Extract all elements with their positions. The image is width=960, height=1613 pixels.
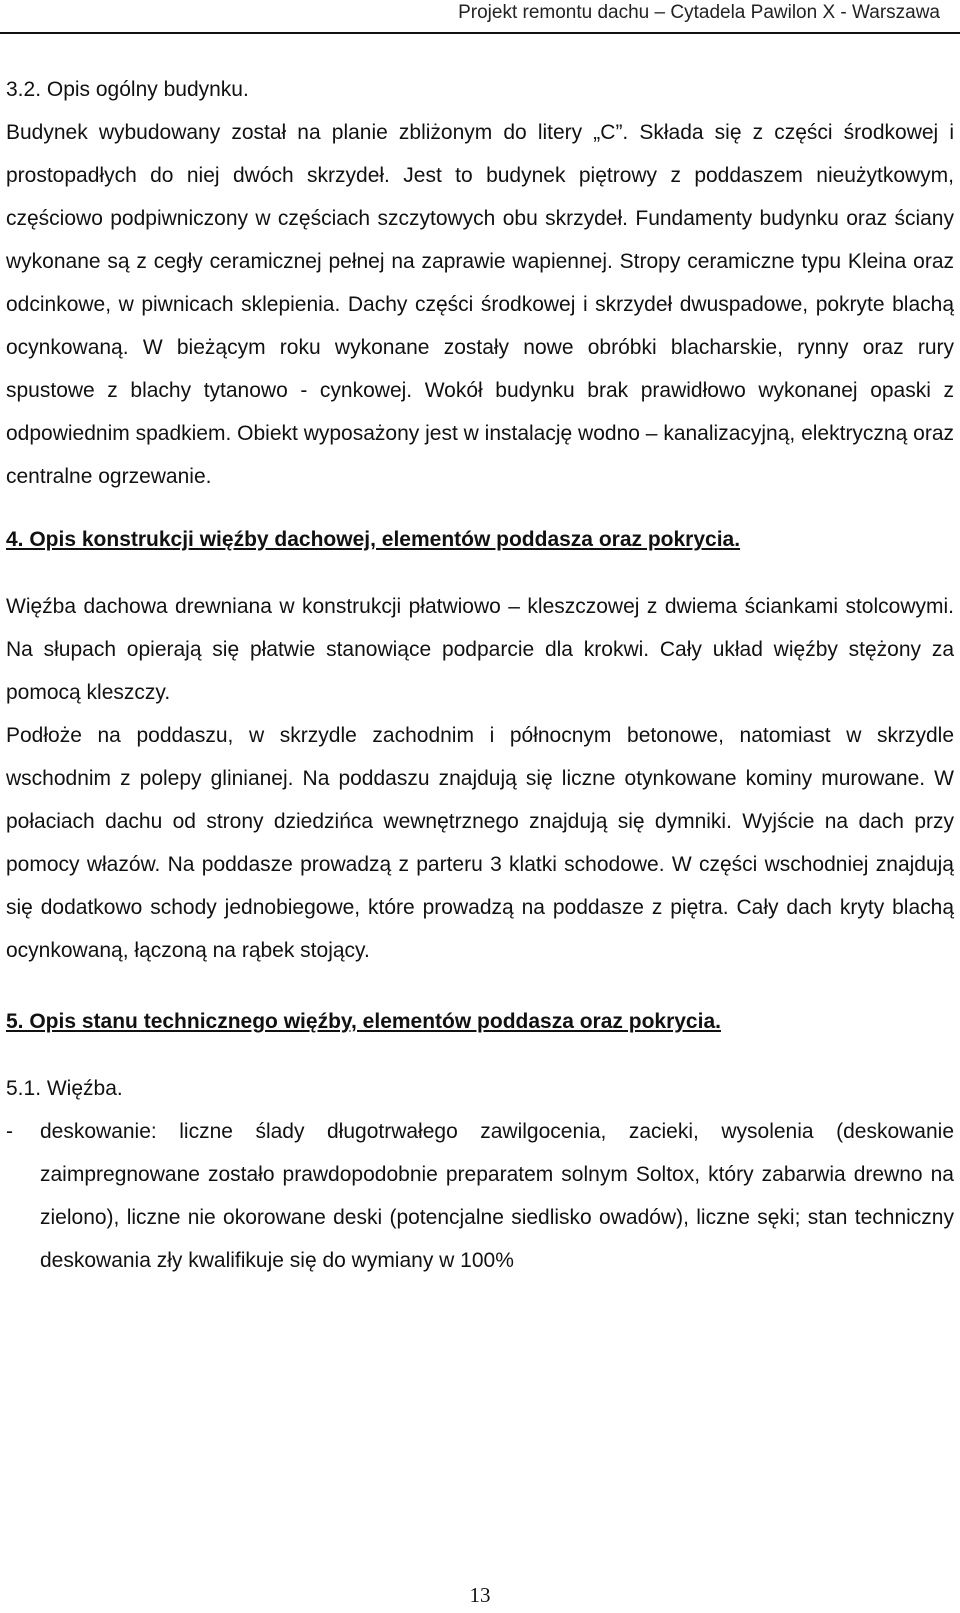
spacer	[6, 972, 954, 1000]
section-4-paragraph-2: Podłoże na poddaszu, w skrzydle zachodnim i północnym betonowe, natomiast w skrzydle wschodnim z polepy glinianej. Na poddaszu znajdują się liczne otynkowane kominy murowane. W połaciach dachu od strony dziedzińca wewnętrznego znajdują się dymniki. Wyjście na dach przy pomocy włazów. Na poddasze prowadzą z parteru 3 klatki schodowe. W części wschodniej znajdują się dodatkowo schody jednobiegowe, które prowadzą na poddasze z piętra. Cały dach kryty blachą ocynkowaną, łączoną na rąbek stojący.	[6, 724, 954, 962]
list-item	[6, 1110, 954, 1282]
section-5-heading: 5. Opis stanu technicznego więźby, elementów poddasza oraz pokrycia.	[6, 1010, 721, 1033]
header-divider	[0, 32, 960, 34]
list-item-text: deskowanie: liczne ślady długotrwałego zawilgocenia, zacieki, wysolenia (deskowanie zaimpregnowane zostało prawdopodobnie preparatem solnym Soltox, który zabarwia drewno na zielono), liczne nie okorowane deski (potencjalne siedlisko owadów), liczne sęki; stan techniczny deskowania zły kwalifikuje się do wymiany w 100%	[40, 1120, 954, 1272]
section-3-2-paragraph: Budynek wybudowany został na planie zbliżonym do litery „C”. Składa się z części środkowej i prostopadłych do niej dwóch skrzydeł. Jest to budynek piętrowy z poddaszem nieużytkowym, częściowo podpiwniczony w częściach szczytowych obu skrzydeł. Fundamenty budynku oraz ściany wykonane są z cegły ceramicznej pełnej na zaprawie wapiennej. Stropy ceramiczne typu Kleina oraz odcinkowe, w piwnicach sklepienia. Dachy części środkowej i skrzydeł dwuspadowe, pokryte blachą ocynkowaną. W bieżącym roku wykonane zostały nowe obróbki blacharskie, rynny oraz rury spustowe z blachy tytanowo - cynkowej. Wokół budynku brak prawidłowo wykonanej opaski z odpowiednim spadkiem. Obiekt wyposażony jest w instalację wodno – kanalizacyjną, elektryczną oraz centralne ogrzewanie.	[6, 121, 954, 488]
section-3-2-heading: 3.2. Opis ogólny budynku.	[6, 78, 249, 101]
section-4-paragraph-1: Więźba dachowa drewniana w konstrukcji płatwiowo – kleszczowej z dwiema ściankami stolcowymi. Na słupach opierają się płatwie stanowiące podparcie dla krokwi. Cały układ więźby stężony za pomocą kleszczy.	[6, 595, 954, 704]
running-header: Projekt remontu dachu – Cytadela Pawilon X - Warszawa	[458, 2, 940, 23]
spacer	[6, 1043, 954, 1067]
document-body	[6, 68, 954, 1282]
spacer	[6, 498, 954, 518]
page-number: 13	[469, 1583, 491, 1607]
section-4-heading: 4. Opis konstrukcji więźby dachowej, elementów poddasza oraz pokrycia.	[6, 528, 741, 551]
spacer	[6, 561, 954, 585]
section-5-1-heading: 5.1. Więźba.	[6, 1077, 123, 1100]
bullet-dash: -	[6, 1120, 13, 1143]
